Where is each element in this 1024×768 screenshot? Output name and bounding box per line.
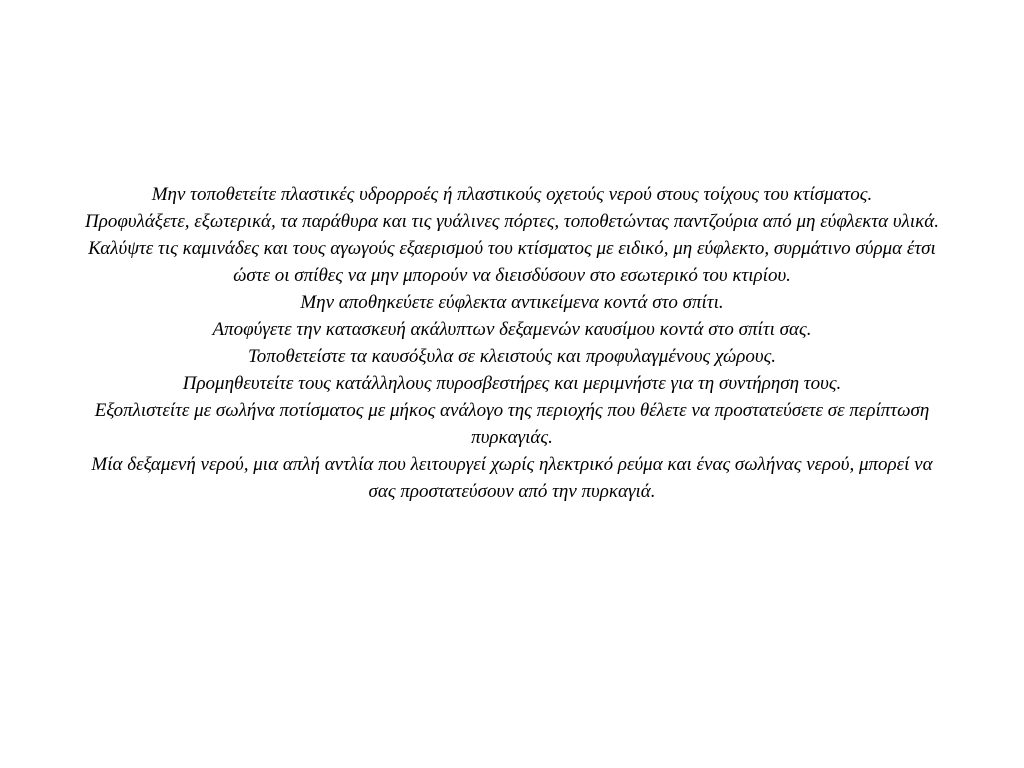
paragraph-plastic-gutters: Μην τοποθετείτε πλαστικές υδρορροές ή πλαστικούς οχετούς νερού στους τοίχους του κτίσματος. [151, 184, 873, 205]
paragraph-firewood: Τοποθετείστε τα καυσόξυλα σε κλειστούς και προφυλαγμένους χώρους. [247, 346, 777, 367]
paragraph-flammable-storage: Μην αποθηκεύετε εύφλεκτα αντικείμενα κοντά στο σπίτι. [300, 292, 724, 313]
paragraph-garden-hose: Εξοπλιστείτε με σωλήνα ποτίσματος με μήκος ανάλογο της περιοχής που θέλετε να προστατεύσετε σε περίπτωση πυρκαγιάς. [94, 400, 930, 448]
fire-safety-text-block [78, 181, 946, 505]
paragraph-window-shutters: Προφυλάξετε, εξωτερικά, τα παράθυρα και τις γυάλινες πόρτες, τοποθετώντας παντζούρια από μη εύφλεκτα υλικά. [85, 211, 939, 232]
paragraph-fuel-tanks: Αποφύγετε την κατασκευή ακάλυπτων δεξαμενών καυσίμου κοντά στο σπίτι σας. [212, 319, 812, 340]
paragraph-chimney-mesh: Καλύψτε τις καμινάδες και τους αγωγούς εξαερισμού του κτίσματος με ειδικό, μη εύφλεκτο, συρμάτινο σύρμα έτσι ώστε οι σπίθες να μην μπορούν να διεισδύσουν στο εσωτερικό του κτιρίου. [88, 238, 936, 286]
paragraph-extinguishers: Προμηθευτείτε τους κατάλληλους πυροσβεστήρες και μεριμνήστε για τη συντήρηση τους. [182, 373, 842, 394]
paragraph-water-tank: Μία δεξαμενή νερού, μια απλή αντλία που λειτουργεί χωρίς ηλεκτρικό ρεύμα και ένας σωλήνας νερού, μπορεί να σας προστατεύσουν από την πυρκαγιά. [91, 454, 933, 502]
